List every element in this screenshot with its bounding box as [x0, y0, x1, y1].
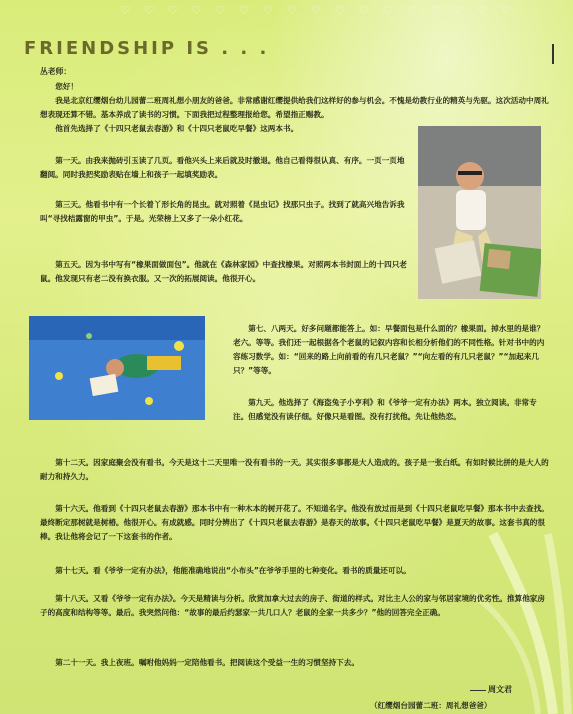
paragraph-book-choice: 他首先选择了《十四只老鼠去春游》和《十四只老鼠吃早餐》这两本书。: [55, 124, 299, 133]
paragraph-day18: 第十八天。又看《爷爷一定有办法》。今天是精读与分析。欣赏加拿大过去的房子、街道的样式。对比主人公的家与邻居家境的优劣性。推算他家房子的高度和结构等等。最后。我突然问他：“故事的最后约瑟家一共几口人？老鼠的全家一共多少？”他的回答完全正确。: [40, 594, 545, 617]
title-divider: [552, 44, 554, 64]
letter-day5: [40, 258, 412, 286]
paragraph-day5: 第五天。因为书中写有“橡果面做面包”。他就在《森林家园》中查找橡果。对照两本书封面上的十四只老鼠。他发现只有老二没有换衣服。又一次的拓展阅读。他很开心。: [40, 260, 407, 283]
paragraph-day16: 第十六天。他看到《十四只老鼠去春游》那本书中有一种木本的树开花了。不知道名字。他没有放过而是到《十四只老鼠吃早餐》那本书中去查找。最终断定那树就是树椿。他很开心。有成就感。同时分辨出了《十四只老鼠去春游》是春天的故事。《十四只老鼠吃早餐》是夏天的故事。这套书真的很棒。我让他将会记了一下这套书的作者。: [40, 504, 549, 541]
paragraph-day21: 第二十一天。我上夜班。嘱咐他妈妈一定陪他看书。把阅读这个受益一生的习惯坚持下去。: [55, 658, 359, 667]
paragraph-day3: 第三天。他看书中有一个长着丫形长角的昆虫。就对照着《昆虫记》找那只虫子。找到了就高兴地告诉我叫“寻找桔露窗的甲虫”。于是。光荣榜上又多了一朵小红花。: [40, 200, 405, 223]
photo-child-on-bed: [29, 316, 205, 420]
greeting-line: 您好！: [55, 82, 78, 91]
paragraph-day7-8: 第七、八两天。好多问题都能答上。如：早餐面包是什么面的？橡果面。掉水里的是谁？老六。等等。我们还一起根据各个老鼠的记叙内容和长相分析他们的不同性格。针对书中的内容练习数学。如：“回来的路上向前看的有几只老鼠？”“向左看的有几只老鼠？”“加起来几只？”等等。: [233, 324, 545, 375]
paragraph-day12: 第十二天。因家庭聚会没有看书。今天是这十二天里唯一没有看书的一天。其实很多事都是大人造成的。孩子是一张白纸。有如时候比拼的是大人的耐力和持久力。: [40, 458, 549, 481]
letter-day21: [40, 656, 552, 670]
paragraph-day9: 第九天。他选择了《海盗兔子小亨利》和《爷爷一定有办法》两本。独立阅读。非常专注。但感觉没有读仔细。好像只是看图。没有打扰他。先让他热恋。: [233, 398, 537, 421]
letter-day1: [40, 154, 412, 182]
letter-day9: [233, 396, 551, 424]
letter-day12: [40, 456, 552, 484]
letter-day7-8: [233, 322, 551, 378]
paragraph-day1: 第一天。由我来抛砖引玉读了几页。看他兴头上来后就及时撤退。他自己看得很认真、有序。一页一页地翻阅。同时我把奖励表贴在墙上和孩子一起填奖励表。: [40, 156, 405, 179]
salutation: 丛老师：: [40, 67, 72, 76]
letter-day18: [40, 592, 552, 620]
photo-child-sitting: [418, 126, 541, 299]
heart-decoration: ♡♡♡♡♡♡♡♡♡♡♡♡♡♡♡♡♡: [120, 4, 526, 17]
signature-affiliation: （红缨烟台园蕾二班：周礼想爸爸）: [370, 701, 492, 710]
letter-day16: [40, 502, 552, 544]
page-title: FRIENDSHIP IS . . .: [24, 38, 270, 59]
paragraph-intro: 我是北京红缨烟台幼儿园蕾二班周礼想小朋友的爸爸。非常感谢红缨提供给我们这样好的参与机会。不愧是幼教行业的精英与先驱。这次活动中周礼想表现还算不错。基本养成了读书的习惯。下面我把过程整理报给您。希望指正赐教。: [40, 96, 549, 119]
signature-dash: [470, 690, 486, 691]
letter-day3: [40, 198, 412, 226]
signature-name: 周文君: [488, 685, 512, 694]
paragraph-day17: 第十七天。看《爷爷一定有办法》，他能准确地说出“小布头”在爷爷手里的七种变化。看书的质量还可以。: [55, 566, 411, 575]
letter-day17: [40, 564, 552, 578]
